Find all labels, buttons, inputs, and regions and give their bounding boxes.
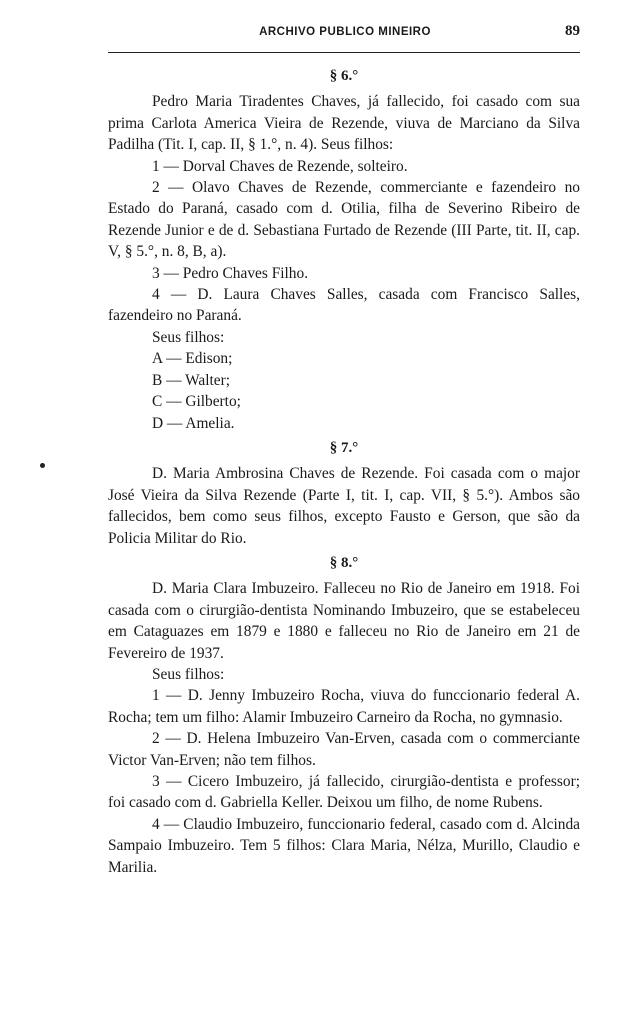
section-8-child-3: 3 — Cicero Imbuzeiro, já fallecido, cirurgião-dentista e professor; foi casado com d. Gabriella Keller. Deixou um filho, de nome Rubens. xyxy=(108,773,580,812)
section-8-subheading: Seus filhos: xyxy=(152,665,225,683)
running-title: ARCHIVO PUBLICO MINEIRO xyxy=(259,26,431,38)
page-number: 89 xyxy=(565,23,580,39)
section-6-subheading: Seus filhos: xyxy=(152,328,225,346)
section-7-text: D. Maria Ambrosina Chaves de Rezende. Foi casada com o major José Vieira da Silva Rezende (Parte I, tit. I, cap. VII, § 5.°). Ambos são fallecidos, bem como seus filhos, excepto Fausto e Gerson, que são da Policia Militar do Rio. xyxy=(108,465,580,547)
section-8-child-2: 2 — D. Helena Imbuzeiro Van-Erven, casada com o commerciante Victor Van-Erven; não tem filhos. xyxy=(108,730,580,769)
section-7-heading: § 7.° xyxy=(329,439,359,456)
header-rule xyxy=(108,52,580,53)
page-header xyxy=(110,23,580,48)
section-6-grandchild-a: A — Edison; xyxy=(152,350,233,368)
section-6-grandchild-c: C — Gilberto; xyxy=(152,393,241,411)
section-6-child-4: 4 — D. Laura Chaves Salles, casada com Francisco Salles, fazendeiro no Paraná. xyxy=(108,286,580,325)
section-6-child-3: 3 — Pedro Chaves Filho. xyxy=(152,264,309,282)
section-8-child-1: 1 — D. Jenny Imbuzeiro Rocha, viuva do funccionario federal A. Rocha; tem um filho: Alamir Imbuzeiro Carneiro da Rocha, no gymnasio. xyxy=(108,687,580,726)
section-6-grandchild-b: B — Walter; xyxy=(152,371,230,389)
section-6-grandchild-d: D — Amelia. xyxy=(152,414,235,432)
body-text xyxy=(108,62,580,878)
section-8-text: D. Maria Clara Imbuzeiro. Falleceu no Rio de Janeiro em 1918. Foi casada com o cirurgião-dentista Nominando Imbuzeiro, que se estabeleceu em Cataguazes em 1879 e 1880 e falleceu no Rio de Janeiro em 21 de Fevereiro de 1937. xyxy=(108,580,580,662)
section-6-intro: Pedro Maria Tiradentes Chaves, já fallecido, foi casado com sua prima Carlota America Vieira de Rezende, viuva de Marciano da Silva Padilha (Tit. I, cap. II, § 1.°, n. 4). Seus filhos: xyxy=(108,93,580,154)
section-6-heading: § 6.° xyxy=(329,68,359,84)
margin-dot xyxy=(40,463,45,468)
section-8-child-4: 4 — Claudio Imbuzeiro, funccionario federal, casado com d. Alcinda Sampaio Imbuzeiro. Tem 5 filhos: Clara Maria, Nélza, Murillo, Claudio e Marilia. xyxy=(108,815,580,876)
section-6-child-2: 2 — Olavo Chaves de Rezende, commerciante e fazendeiro no Estado do Paraná, casado com d. Otilia, filha de Severino Ribeiro de Rezende Junior e de d. Sebastiana Furtado de Rezende (III Parte, tit. II, cap. V, § 5.°, n. 8, B, a). xyxy=(108,179,580,261)
section-6-child-1: 1 — Dorval Chaves de Rezende, solteiro. xyxy=(152,157,408,175)
section-8-heading: § 8.° xyxy=(329,554,359,571)
